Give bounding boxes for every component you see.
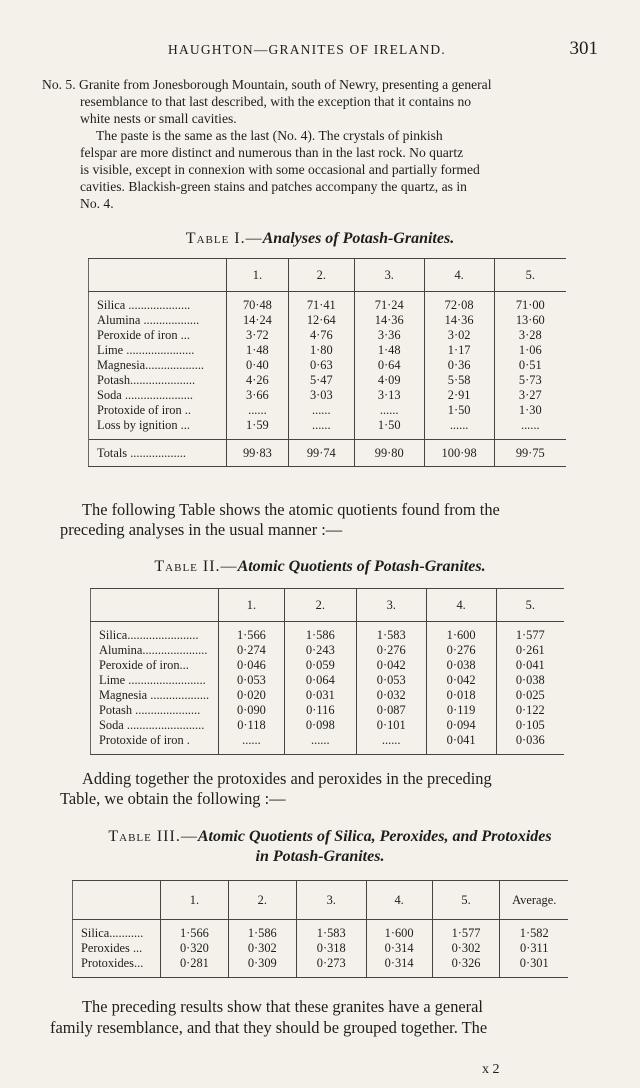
table3-header-row <box>73 881 569 920</box>
table1-caption-lead: Table I.— <box>185 230 263 247</box>
intro-line: No. 5. Granite from Jonesborough Mountain, south of Newry, presenting a general <box>42 77 492 92</box>
table-cell: 1·30 <box>494 403 566 418</box>
page-number: 301 <box>569 38 598 59</box>
table-cell: 0·326 <box>432 956 500 978</box>
running-header <box>168 40 598 62</box>
table-cell: ...... <box>226 403 288 418</box>
table-cell: 0·098 <box>284 718 356 733</box>
table3-caption-lead: Table III.— <box>108 828 198 845</box>
table-cell: 1·50 <box>424 403 494 418</box>
total-cell: 100·98 <box>424 440 494 467</box>
intro-line: is visible, except in connexion with some occasional and partially formed <box>80 162 480 177</box>
table-cell: 0·041 <box>426 733 496 755</box>
intro-line: felspar are more distinct and numerous than in the last rock. No quartz <box>80 145 464 160</box>
row-label: Soda ......................... <box>99 718 205 732</box>
table-cell: 71·24 <box>354 298 424 313</box>
table-cell: 3·13 <box>354 388 424 403</box>
table-cell: 3·72 <box>226 328 288 343</box>
table-cell: 0·309 <box>228 956 296 978</box>
table3-col-header: 1. <box>160 881 228 920</box>
table-cell: ...... <box>284 733 356 755</box>
table-cell: 3·03 <box>288 388 354 403</box>
table-cell: ...... <box>424 418 494 433</box>
table-row <box>89 358 567 373</box>
table-row <box>89 418 567 433</box>
table-cell: 70·48 <box>226 298 288 313</box>
table-cell: 0·036 <box>496 733 564 755</box>
table2 <box>90 588 564 755</box>
table-cell: 1·577 <box>496 628 564 643</box>
running-title: HAUGHTON—GRANITES OF IRELAND. <box>168 42 446 57</box>
table-cell: 14·36 <box>354 313 424 328</box>
table-cell: 0·274 <box>218 643 284 658</box>
table-cell: 12·64 <box>288 313 354 328</box>
row-label: Peroxide of iron ... <box>97 328 190 342</box>
table-cell: 1·06 <box>494 343 566 358</box>
table-row <box>89 388 567 403</box>
paragraph-line: Table, we obtain the following :— <box>60 789 286 808</box>
table1-caption-title: Analyses of Potash-Granites. <box>262 230 455 247</box>
table-cell: 0·36 <box>424 358 494 373</box>
table-row <box>89 328 567 343</box>
table-row <box>91 688 565 703</box>
table3-col-header: 3. <box>296 881 366 920</box>
table-cell: 0·273 <box>296 956 366 978</box>
table2-col-header: 2. <box>284 589 356 622</box>
row-label: Protoxide of iron . <box>99 733 190 747</box>
table-cell: 0·243 <box>284 643 356 658</box>
table-cell: 0·032 <box>356 688 426 703</box>
table-cell: 1·583 <box>356 628 426 643</box>
table-cell: 5·58 <box>424 373 494 388</box>
table2-caption-title: Atomic Quotients of Potash-Granites. <box>237 558 486 575</box>
table-cell: 0·105 <box>496 718 564 733</box>
table1-corner <box>89 259 227 292</box>
table-cell: ...... <box>354 403 424 418</box>
table1-col-header: 3. <box>354 259 424 292</box>
intro-line: cavities. Blackish-green stains and patches accompany the quartz, as in <box>80 179 467 194</box>
table3 <box>72 880 568 978</box>
row-label: Peroxides ... <box>81 941 143 955</box>
table-cell: 0·090 <box>218 703 284 718</box>
table-row <box>91 658 565 673</box>
table-row <box>73 926 569 941</box>
table-cell: 1·583 <box>296 926 366 941</box>
table2-col-header: 5. <box>496 589 564 622</box>
table-cell: 0·018 <box>426 688 496 703</box>
table-cell: 0·094 <box>426 718 496 733</box>
table-cell: 0·042 <box>426 673 496 688</box>
table-cell: 3·02 <box>424 328 494 343</box>
table2-col-header: 4. <box>426 589 496 622</box>
table-cell: 1·59 <box>226 418 288 433</box>
table-row <box>91 718 565 733</box>
table-cell: 4·26 <box>226 373 288 388</box>
table-cell: 5·47 <box>288 373 354 388</box>
table3-col-header: 4. <box>366 881 432 920</box>
table-cell: 0·40 <box>226 358 288 373</box>
table-cell: 0·311 <box>500 941 568 956</box>
table-cell: 0·64 <box>354 358 424 373</box>
table3-col-header: Average. <box>500 881 568 920</box>
row-label: Protoxide of iron .. <box>97 403 191 417</box>
table1-col-header: 2. <box>288 259 354 292</box>
table-cell: 4·76 <box>288 328 354 343</box>
table-row <box>91 628 565 643</box>
table-cell: 1·17 <box>424 343 494 358</box>
row-label: Magnesia................... <box>97 358 205 372</box>
table1-header-row <box>89 259 567 292</box>
intro-line: The paste is the same as the last (No. 4). The crystals of pinkish <box>96 128 443 143</box>
table-cell: 0·320 <box>160 941 228 956</box>
table-row <box>89 313 567 328</box>
table-cell: 0·059 <box>284 658 356 673</box>
row-label: Alumina..................... <box>99 643 208 657</box>
table-cell: 1·600 <box>366 926 432 941</box>
total-cell: 99·80 <box>354 440 424 467</box>
table2-col-header: 1. <box>218 589 284 622</box>
table-cell: 0·064 <box>284 673 356 688</box>
table3-col-header: 5. <box>432 881 500 920</box>
table-cell: 1·48 <box>226 343 288 358</box>
table3-corner <box>73 881 161 920</box>
paragraph-line: preceding analyses in the usual manner :— <box>60 520 343 539</box>
row-label: Silica .................... <box>97 298 191 312</box>
total-cell: 99·75 <box>494 440 566 467</box>
table-cell: 1·582 <box>500 926 568 941</box>
table-cell: 0·042 <box>356 658 426 673</box>
table-cell: 0·302 <box>228 941 296 956</box>
intro-line: white nests or small cavities. <box>80 111 237 126</box>
row-label: Soda ...................... <box>97 388 194 402</box>
table-cell: ...... <box>288 418 354 433</box>
table3-caption-line2 <box>0 847 640 867</box>
table-row <box>73 941 569 956</box>
row-label: Silica....................... <box>99 628 199 642</box>
table-cell: 2·91 <box>424 388 494 403</box>
row-label: Magnesia ................... <box>99 688 210 702</box>
table-cell: 0·053 <box>356 673 426 688</box>
table-cell: 1·600 <box>426 628 496 643</box>
table-row <box>89 373 567 388</box>
row-label: Lime ......................... <box>99 673 206 687</box>
table-row <box>89 298 567 313</box>
intro-line: resemblance to that last described, with the exception that it contains no <box>80 94 472 109</box>
table-cell: 0·314 <box>366 956 432 978</box>
table-row <box>89 343 567 358</box>
table-cell: ...... <box>218 733 284 755</box>
table-cell: 0·302 <box>432 941 500 956</box>
table-cell: 0·281 <box>160 956 228 978</box>
table-cell: 0·087 <box>356 703 426 718</box>
table-cell: 0·038 <box>496 673 564 688</box>
total-cell: 99·74 <box>288 440 354 467</box>
row-label: Potash ..................... <box>99 703 201 717</box>
table-cell: 71·00 <box>494 298 566 313</box>
table-cell: 0·053 <box>218 673 284 688</box>
table-cell: 3·66 <box>226 388 288 403</box>
table-cell: 3·28 <box>494 328 566 343</box>
table-cell: 0·041 <box>496 658 564 673</box>
table-cell: 0·025 <box>496 688 564 703</box>
table-cell: 4·09 <box>354 373 424 388</box>
table-cell: ...... <box>288 403 354 418</box>
table-cell: 0·276 <box>356 643 426 658</box>
paragraph-line: The preceding results show that these granites have a general <box>82 997 483 1016</box>
table3-caption <box>60 827 600 847</box>
table3-caption-title: Atomic Quotients of Silica, Peroxides, and Protoxides <box>197 828 552 845</box>
row-label: Silica........... <box>81 926 144 940</box>
table-cell: 1·566 <box>160 926 228 941</box>
table-cell: 3·27 <box>494 388 566 403</box>
table-cell: 0·122 <box>496 703 564 718</box>
table-cell: 1·586 <box>284 628 356 643</box>
table-cell: 0·119 <box>426 703 496 718</box>
table-cell: 0·101 <box>356 718 426 733</box>
table-cell: 0·301 <box>500 956 568 978</box>
totals-label: Totals .................. <box>97 445 186 460</box>
table-cell: 0·046 <box>218 658 284 673</box>
paragraph-line: family resemblance, and that they should be grouped together. The <box>50 1018 488 1037</box>
table-row <box>73 956 569 978</box>
table1-caption <box>0 229 640 249</box>
table-cell: 1·566 <box>218 628 284 643</box>
table-cell: 5·73 <box>494 373 566 388</box>
table-cell: 71·41 <box>288 298 354 313</box>
table2-header-row <box>91 589 565 622</box>
table-cell: 0·118 <box>218 718 284 733</box>
signature-mark: x 2 <box>482 1062 500 1077</box>
table-row <box>91 643 565 658</box>
table-cell: 1·50 <box>354 418 424 433</box>
table-cell: ...... <box>494 418 566 433</box>
table1-col-header: 1. <box>226 259 288 292</box>
table-cell: 0·51 <box>494 358 566 373</box>
table-cell: 0·116 <box>284 703 356 718</box>
table-cell: 1·586 <box>228 926 296 941</box>
table2-corner <box>91 589 219 622</box>
table3-caption-title2: in Potash-Granites. <box>255 848 385 865</box>
table-cell: ...... <box>356 733 426 755</box>
table-cell: 1·48 <box>354 343 424 358</box>
table1-total-row <box>89 440 567 467</box>
table-cell: 0·276 <box>426 643 496 658</box>
row-label: Potash..................... <box>97 373 196 387</box>
row-label: Alumina .................. <box>97 313 200 327</box>
table-cell: 0·020 <box>218 688 284 703</box>
table1-col-header: 4. <box>424 259 494 292</box>
table-row <box>91 673 565 688</box>
table1-col-header: 5. <box>494 259 566 292</box>
table-row <box>89 403 567 418</box>
table-cell: 14·24 <box>226 313 288 328</box>
table-cell: 0·261 <box>496 643 564 658</box>
intro-line: No. 4. <box>80 196 114 211</box>
table3-col-header: 2. <box>228 881 296 920</box>
table-row <box>91 703 565 718</box>
table-cell: 0·031 <box>284 688 356 703</box>
table1 <box>88 258 566 467</box>
table2-caption <box>0 557 640 577</box>
table2-col-header: 3. <box>356 589 426 622</box>
table-cell: 0·038 <box>426 658 496 673</box>
paragraph-line: Adding together the protoxides and peroxides in the preceding <box>82 769 492 788</box>
table2-caption-lead: Table II.— <box>154 558 238 575</box>
table-cell: 0·63 <box>288 358 354 373</box>
table-cell: 0·318 <box>296 941 366 956</box>
total-cell: 99·83 <box>226 440 288 467</box>
row-label: Lime ...................... <box>97 343 195 357</box>
row-label: Loss by ignition ... <box>97 418 190 432</box>
table-cell: 72·08 <box>424 298 494 313</box>
table-cell: 1·80 <box>288 343 354 358</box>
table-cell: 0·314 <box>366 941 432 956</box>
table-cell: 14·36 <box>424 313 494 328</box>
row-label: Peroxide of iron... <box>99 658 189 672</box>
table-cell: 1·577 <box>432 926 500 941</box>
paragraph-line: The following Table shows the atomic quotients found from the <box>82 500 500 519</box>
table-cell: 3·36 <box>354 328 424 343</box>
row-label: Protoxides... <box>81 956 144 970</box>
table-cell: 13·60 <box>494 313 566 328</box>
table-row <box>91 733 565 755</box>
